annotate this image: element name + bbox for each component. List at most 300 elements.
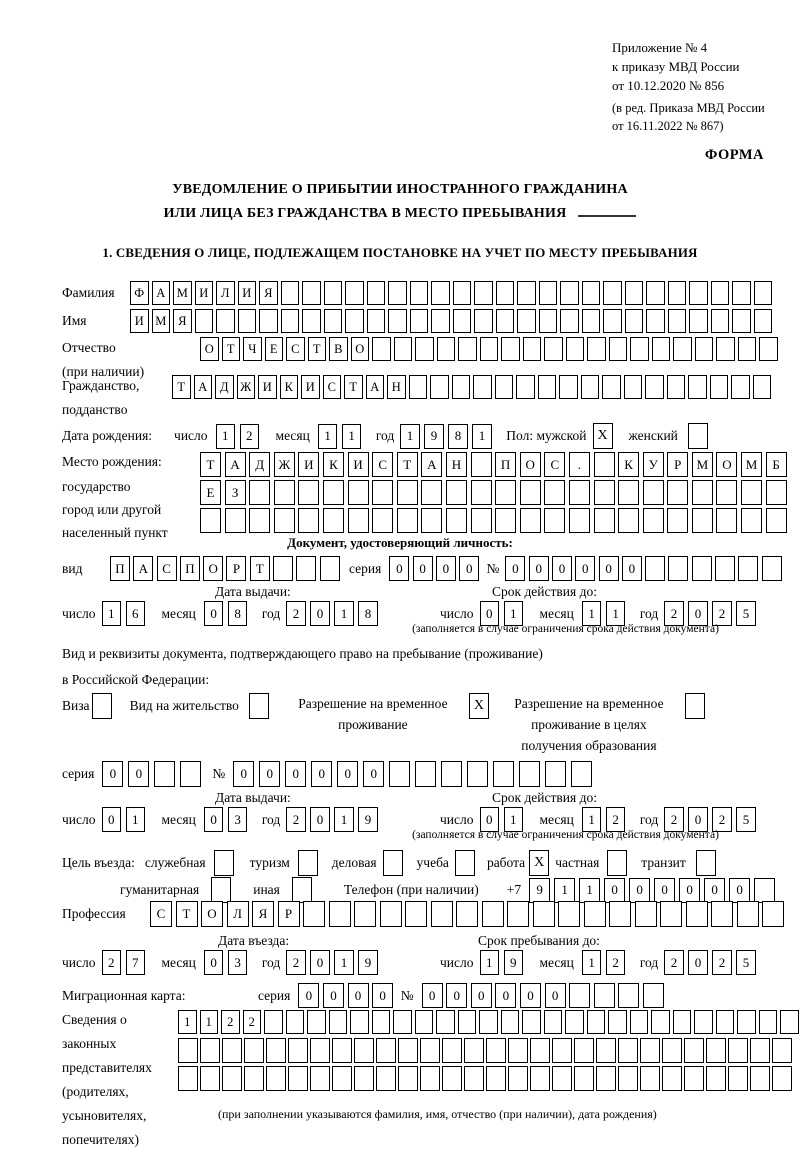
char-cell[interactable]: 0 bbox=[323, 983, 344, 1008]
visa-checkbox[interactable] bbox=[92, 693, 112, 719]
char-cell[interactable] bbox=[689, 281, 708, 305]
char-cell[interactable] bbox=[673, 1010, 692, 1034]
char-cell[interactable]: П bbox=[180, 556, 200, 581]
char-cell[interactable]: Т bbox=[222, 337, 241, 361]
char-cell[interactable] bbox=[372, 480, 393, 505]
char-cell[interactable] bbox=[464, 1038, 484, 1063]
char-cell[interactable] bbox=[582, 281, 601, 305]
char-cell[interactable]: И bbox=[258, 375, 277, 399]
char-cell[interactable] bbox=[596, 1038, 616, 1063]
char-cell[interactable]: 9 bbox=[529, 878, 550, 903]
char-cell[interactable]: 5 bbox=[736, 807, 756, 832]
char-cell[interactable]: 9 bbox=[504, 950, 524, 975]
char-cell[interactable] bbox=[274, 508, 295, 533]
char-cell[interactable]: 0 bbox=[471, 983, 492, 1008]
char-cell[interactable]: 0 bbox=[446, 983, 467, 1008]
char-cell[interactable]: 9 bbox=[358, 807, 378, 832]
char-cell[interactable]: Р bbox=[667, 452, 688, 477]
char-cell[interactable]: 0 bbox=[520, 983, 541, 1008]
char-cell[interactable] bbox=[302, 309, 321, 333]
char-cell[interactable] bbox=[323, 508, 344, 533]
char-cell[interactable]: 0 bbox=[204, 807, 224, 832]
char-cell[interactable]: 0 bbox=[459, 556, 479, 581]
char-cell[interactable] bbox=[350, 1010, 369, 1034]
char-cell[interactable] bbox=[582, 309, 601, 333]
char-cell[interactable] bbox=[738, 337, 757, 361]
char-cell[interactable] bbox=[495, 508, 516, 533]
char-cell[interactable] bbox=[569, 983, 590, 1008]
char-cell[interactable]: 9 bbox=[358, 950, 378, 975]
char-cell[interactable]: А bbox=[225, 452, 246, 477]
char-cell[interactable]: М bbox=[173, 281, 192, 305]
char-cell[interactable] bbox=[587, 1010, 606, 1034]
char-cell[interactable]: 1 bbox=[472, 424, 492, 449]
char-cell[interactable] bbox=[348, 508, 369, 533]
char-cell[interactable]: К bbox=[618, 452, 639, 477]
char-cell[interactable] bbox=[618, 1038, 638, 1063]
char-cell[interactable] bbox=[238, 309, 257, 333]
char-cell[interactable]: 0 bbox=[545, 983, 566, 1008]
char-cell[interactable]: 1 bbox=[318, 424, 338, 449]
char-cell[interactable]: 0 bbox=[629, 878, 650, 903]
char-cell[interactable] bbox=[716, 337, 735, 361]
char-cell[interactable] bbox=[266, 1066, 286, 1091]
char-cell[interactable]: 0 bbox=[422, 983, 443, 1008]
char-cell[interactable]: 0 bbox=[688, 601, 708, 626]
char-cell[interactable] bbox=[178, 1038, 198, 1063]
char-cell[interactable] bbox=[716, 1010, 735, 1034]
char-cell[interactable] bbox=[320, 556, 340, 581]
char-cell[interactable]: 0 bbox=[622, 556, 642, 581]
char-cell[interactable] bbox=[552, 1066, 572, 1091]
char-cell[interactable] bbox=[695, 337, 714, 361]
char-cell[interactable]: 2 bbox=[102, 950, 122, 975]
char-cell[interactable] bbox=[354, 1038, 374, 1063]
char-cell[interactable] bbox=[473, 375, 492, 399]
char-cell[interactable]: А bbox=[194, 375, 213, 399]
char-cell[interactable] bbox=[441, 761, 462, 787]
char-cell[interactable] bbox=[354, 901, 376, 927]
purpose-other-checkbox[interactable] bbox=[292, 877, 312, 903]
char-cell[interactable] bbox=[421, 508, 442, 533]
char-cell[interactable]: 0 bbox=[204, 950, 224, 975]
char-cell[interactable]: С bbox=[372, 452, 393, 477]
char-cell[interactable] bbox=[394, 337, 413, 361]
char-cell[interactable]: О bbox=[520, 452, 541, 477]
char-cell[interactable] bbox=[501, 337, 520, 361]
char-cell[interactable] bbox=[544, 480, 565, 505]
char-cell[interactable] bbox=[737, 901, 759, 927]
purpose-work-checkbox[interactable]: X bbox=[529, 850, 549, 876]
char-cell[interactable]: 0 bbox=[311, 761, 332, 787]
char-cell[interactable] bbox=[635, 901, 657, 927]
char-cell[interactable] bbox=[249, 508, 270, 533]
char-cell[interactable]: С bbox=[286, 337, 305, 361]
char-cell[interactable] bbox=[608, 1010, 627, 1034]
char-cell[interactable]: Е bbox=[265, 337, 284, 361]
char-cell[interactable] bbox=[458, 337, 477, 361]
char-cell[interactable]: 3 bbox=[228, 807, 248, 832]
char-cell[interactable] bbox=[618, 1066, 638, 1091]
char-cell[interactable] bbox=[471, 508, 492, 533]
char-cell[interactable] bbox=[274, 480, 295, 505]
char-cell[interactable] bbox=[216, 309, 235, 333]
char-cell[interactable]: 0 bbox=[480, 601, 500, 626]
char-cell[interactable] bbox=[754, 878, 775, 903]
char-cell[interactable] bbox=[332, 1066, 352, 1091]
char-cell[interactable] bbox=[421, 480, 442, 505]
char-cell[interactable]: 8 bbox=[358, 601, 378, 626]
char-cell[interactable]: 3 bbox=[228, 950, 248, 975]
char-cell[interactable] bbox=[754, 281, 773, 305]
char-cell[interactable] bbox=[594, 480, 615, 505]
char-cell[interactable] bbox=[453, 281, 472, 305]
char-cell[interactable]: 8 bbox=[228, 601, 248, 626]
char-cell[interactable] bbox=[754, 309, 773, 333]
char-cell[interactable] bbox=[471, 452, 492, 477]
char-cell[interactable]: 2 bbox=[286, 950, 306, 975]
char-cell[interactable] bbox=[225, 508, 246, 533]
char-cell[interactable]: 0 bbox=[259, 761, 280, 787]
char-cell[interactable]: 0 bbox=[604, 878, 625, 903]
char-cell[interactable]: 0 bbox=[436, 556, 456, 581]
char-cell[interactable]: А bbox=[421, 452, 442, 477]
char-cell[interactable] bbox=[372, 337, 391, 361]
char-cell[interactable]: 1 bbox=[582, 601, 602, 626]
char-cell[interactable] bbox=[538, 375, 557, 399]
char-cell[interactable]: . bbox=[569, 452, 590, 477]
char-cell[interactable] bbox=[692, 480, 713, 505]
char-cell[interactable] bbox=[452, 375, 471, 399]
char-cell[interactable] bbox=[310, 1066, 330, 1091]
char-cell[interactable] bbox=[329, 1010, 348, 1034]
char-cell[interactable]: 0 bbox=[599, 556, 619, 581]
char-cell[interactable] bbox=[431, 309, 450, 333]
char-cell[interactable] bbox=[409, 375, 428, 399]
char-cell[interactable]: 1 bbox=[582, 950, 602, 975]
char-cell[interactable] bbox=[711, 901, 733, 927]
char-cell[interactable] bbox=[624, 375, 643, 399]
char-cell[interactable] bbox=[630, 337, 649, 361]
char-cell[interactable] bbox=[766, 508, 787, 533]
char-cell[interactable] bbox=[732, 309, 751, 333]
char-cell[interactable] bbox=[195, 309, 214, 333]
char-cell[interactable]: С bbox=[157, 556, 177, 581]
char-cell[interactable]: Н bbox=[387, 375, 406, 399]
char-cell[interactable] bbox=[625, 309, 644, 333]
char-cell[interactable] bbox=[486, 1038, 506, 1063]
char-cell[interactable]: 5 bbox=[736, 601, 756, 626]
char-cell[interactable] bbox=[645, 556, 665, 581]
char-cell[interactable] bbox=[222, 1066, 242, 1091]
char-cell[interactable] bbox=[651, 1010, 670, 1034]
char-cell[interactable]: 2 bbox=[712, 950, 732, 975]
char-cell[interactable] bbox=[442, 1038, 462, 1063]
char-cell[interactable] bbox=[200, 1066, 220, 1091]
char-cell[interactable] bbox=[618, 508, 639, 533]
char-cell[interactable] bbox=[602, 375, 621, 399]
char-cell[interactable] bbox=[766, 480, 787, 505]
char-cell[interactable] bbox=[222, 1038, 242, 1063]
char-cell[interactable] bbox=[348, 480, 369, 505]
char-cell[interactable] bbox=[431, 281, 450, 305]
char-cell[interactable]: 0 bbox=[372, 983, 393, 1008]
char-cell[interactable]: С bbox=[323, 375, 342, 399]
char-cell[interactable] bbox=[446, 508, 467, 533]
char-cell[interactable] bbox=[376, 1066, 396, 1091]
char-cell[interactable]: О bbox=[351, 337, 370, 361]
char-cell[interactable]: И bbox=[130, 309, 149, 333]
char-cell[interactable]: Т bbox=[397, 452, 418, 477]
char-cell[interactable] bbox=[410, 281, 429, 305]
char-cell[interactable] bbox=[298, 508, 319, 533]
char-cell[interactable]: Ж bbox=[274, 452, 295, 477]
char-cell[interactable]: Ж bbox=[237, 375, 256, 399]
char-cell[interactable] bbox=[501, 1010, 520, 1034]
char-cell[interactable] bbox=[259, 309, 278, 333]
char-cell[interactable] bbox=[397, 480, 418, 505]
char-cell[interactable]: 0 bbox=[480, 807, 500, 832]
char-cell[interactable] bbox=[662, 1038, 682, 1063]
char-cell[interactable]: Б bbox=[766, 452, 787, 477]
char-cell[interactable]: 2 bbox=[606, 950, 626, 975]
purpose-tourism-checkbox[interactable] bbox=[298, 850, 318, 876]
char-cell[interactable] bbox=[397, 508, 418, 533]
char-cell[interactable] bbox=[471, 480, 492, 505]
char-cell[interactable]: 2 bbox=[286, 807, 306, 832]
char-cell[interactable]: Ч bbox=[243, 337, 262, 361]
char-cell[interactable] bbox=[596, 1066, 616, 1091]
char-cell[interactable] bbox=[646, 281, 665, 305]
char-cell[interactable]: 0 bbox=[552, 556, 572, 581]
char-cell[interactable]: 1 bbox=[126, 807, 146, 832]
char-cell[interactable] bbox=[486, 1066, 506, 1091]
char-cell[interactable]: Ф bbox=[130, 281, 149, 305]
char-cell[interactable] bbox=[508, 1066, 528, 1091]
char-cell[interactable]: 2 bbox=[664, 950, 684, 975]
char-cell[interactable] bbox=[668, 281, 687, 305]
char-cell[interactable] bbox=[684, 1066, 704, 1091]
char-cell[interactable] bbox=[667, 480, 688, 505]
char-cell[interactable]: 0 bbox=[233, 761, 254, 787]
char-cell[interactable] bbox=[544, 508, 565, 533]
char-cell[interactable]: З bbox=[225, 480, 246, 505]
char-cell[interactable] bbox=[609, 337, 628, 361]
char-cell[interactable] bbox=[517, 281, 536, 305]
char-cell[interactable] bbox=[533, 901, 555, 927]
char-cell[interactable]: 0 bbox=[729, 878, 750, 903]
char-cell[interactable] bbox=[569, 508, 590, 533]
char-cell[interactable]: У bbox=[643, 452, 664, 477]
char-cell[interactable]: 1 bbox=[102, 601, 122, 626]
char-cell[interactable]: И bbox=[195, 281, 214, 305]
char-cell[interactable]: И bbox=[298, 452, 319, 477]
char-cell[interactable] bbox=[324, 281, 343, 305]
char-cell[interactable]: 2 bbox=[664, 807, 684, 832]
char-cell[interactable] bbox=[520, 508, 541, 533]
char-cell[interactable]: 9 bbox=[424, 424, 444, 449]
char-cell[interactable]: О bbox=[716, 452, 737, 477]
char-cell[interactable]: 7 bbox=[126, 950, 146, 975]
char-cell[interactable]: 2 bbox=[606, 807, 626, 832]
char-cell[interactable] bbox=[750, 1038, 770, 1063]
char-cell[interactable] bbox=[689, 309, 708, 333]
char-cell[interactable]: 0 bbox=[102, 761, 123, 787]
char-cell[interactable]: 2 bbox=[712, 807, 732, 832]
char-cell[interactable] bbox=[398, 1038, 418, 1063]
char-cell[interactable] bbox=[324, 309, 343, 333]
char-cell[interactable] bbox=[728, 1066, 748, 1091]
char-cell[interactable] bbox=[178, 1066, 198, 1091]
char-cell[interactable] bbox=[645, 375, 664, 399]
char-cell[interactable]: 0 bbox=[704, 878, 725, 903]
char-cell[interactable] bbox=[741, 508, 762, 533]
char-cell[interactable]: 0 bbox=[389, 556, 409, 581]
char-cell[interactable]: Т bbox=[200, 452, 221, 477]
char-cell[interactable] bbox=[539, 281, 558, 305]
char-cell[interactable]: 2 bbox=[221, 1010, 240, 1034]
char-cell[interactable] bbox=[482, 901, 504, 927]
char-cell[interactable] bbox=[244, 1066, 264, 1091]
char-cell[interactable]: В bbox=[329, 337, 348, 361]
char-cell[interactable]: 5 bbox=[736, 950, 756, 975]
char-cell[interactable] bbox=[668, 309, 687, 333]
char-cell[interactable] bbox=[759, 1010, 778, 1034]
char-cell[interactable] bbox=[667, 508, 688, 533]
char-cell[interactable] bbox=[200, 1038, 220, 1063]
char-cell[interactable]: М bbox=[692, 452, 713, 477]
char-cell[interactable] bbox=[508, 1038, 528, 1063]
char-cell[interactable] bbox=[688, 375, 707, 399]
char-cell[interactable] bbox=[376, 1038, 396, 1063]
char-cell[interactable]: 0 bbox=[654, 878, 675, 903]
char-cell[interactable] bbox=[354, 1066, 374, 1091]
char-cell[interactable] bbox=[630, 1010, 649, 1034]
char-cell[interactable]: 0 bbox=[102, 807, 122, 832]
char-cell[interactable]: И bbox=[238, 281, 257, 305]
char-cell[interactable]: 0 bbox=[310, 601, 330, 626]
char-cell[interactable] bbox=[517, 309, 536, 333]
char-cell[interactable] bbox=[516, 375, 535, 399]
char-cell[interactable] bbox=[603, 281, 622, 305]
char-cell[interactable] bbox=[329, 901, 351, 927]
char-cell[interactable] bbox=[603, 309, 622, 333]
char-cell[interactable] bbox=[431, 901, 453, 927]
char-cell[interactable] bbox=[581, 375, 600, 399]
char-cell[interactable] bbox=[480, 337, 499, 361]
char-cell[interactable]: 1 bbox=[216, 424, 236, 449]
char-cell[interactable] bbox=[643, 983, 664, 1008]
char-cell[interactable]: 0 bbox=[413, 556, 433, 581]
char-cell[interactable]: Н bbox=[446, 452, 467, 477]
char-cell[interactable] bbox=[266, 1038, 286, 1063]
char-cell[interactable] bbox=[446, 480, 467, 505]
char-cell[interactable] bbox=[520, 480, 541, 505]
char-cell[interactable] bbox=[288, 1038, 308, 1063]
purpose-transit-checkbox[interactable] bbox=[696, 850, 716, 876]
purpose-official-checkbox[interactable] bbox=[214, 850, 234, 876]
char-cell[interactable]: 0 bbox=[575, 556, 595, 581]
char-cell[interactable]: А bbox=[366, 375, 385, 399]
purpose-study-checkbox[interactable] bbox=[455, 850, 475, 876]
char-cell[interactable] bbox=[539, 309, 558, 333]
char-cell[interactable]: 1 bbox=[200, 1010, 219, 1034]
char-cell[interactable] bbox=[662, 1066, 682, 1091]
char-cell[interactable] bbox=[479, 1010, 498, 1034]
char-cell[interactable]: К bbox=[280, 375, 299, 399]
char-cell[interactable] bbox=[762, 556, 782, 581]
char-cell[interactable] bbox=[495, 480, 516, 505]
char-cell[interactable]: 6 bbox=[126, 601, 146, 626]
char-cell[interactable] bbox=[673, 337, 692, 361]
char-cell[interactable] bbox=[345, 309, 364, 333]
char-cell[interactable]: 1 bbox=[342, 424, 362, 449]
char-cell[interactable] bbox=[180, 761, 201, 787]
char-cell[interactable]: 1 bbox=[334, 601, 354, 626]
char-cell[interactable]: 2 bbox=[712, 601, 732, 626]
purpose-humanitarian-checkbox[interactable] bbox=[211, 877, 231, 903]
char-cell[interactable] bbox=[154, 761, 175, 787]
char-cell[interactable] bbox=[496, 309, 515, 333]
char-cell[interactable]: 0 bbox=[688, 950, 708, 975]
char-cell[interactable]: П bbox=[110, 556, 130, 581]
char-cell[interactable]: 0 bbox=[337, 761, 358, 787]
char-cell[interactable] bbox=[296, 556, 316, 581]
char-cell[interactable]: Я bbox=[259, 281, 278, 305]
char-cell[interactable] bbox=[307, 1010, 326, 1034]
char-cell[interactable] bbox=[594, 508, 615, 533]
char-cell[interactable] bbox=[762, 901, 784, 927]
char-cell[interactable] bbox=[741, 480, 762, 505]
char-cell[interactable] bbox=[640, 1038, 660, 1063]
char-cell[interactable]: Д bbox=[215, 375, 234, 399]
char-cell[interactable]: 0 bbox=[505, 556, 525, 581]
char-cell[interactable] bbox=[772, 1038, 792, 1063]
char-cell[interactable]: 2 bbox=[243, 1010, 262, 1034]
char-cell[interactable]: Р bbox=[226, 556, 246, 581]
char-cell[interactable]: 0 bbox=[688, 807, 708, 832]
char-cell[interactable] bbox=[519, 761, 540, 787]
char-cell[interactable]: П bbox=[495, 452, 516, 477]
char-cell[interactable]: 0 bbox=[679, 878, 700, 903]
char-cell[interactable] bbox=[420, 1038, 440, 1063]
char-cell[interactable] bbox=[640, 1066, 660, 1091]
char-cell[interactable] bbox=[249, 480, 270, 505]
char-cell[interactable]: 1 bbox=[606, 601, 626, 626]
char-cell[interactable]: Т bbox=[308, 337, 327, 361]
char-cell[interactable]: 2 bbox=[286, 601, 306, 626]
char-cell[interactable]: Т bbox=[344, 375, 363, 399]
char-cell[interactable] bbox=[388, 281, 407, 305]
char-cell[interactable] bbox=[372, 508, 393, 533]
char-cell[interactable] bbox=[436, 1010, 455, 1034]
char-cell[interactable] bbox=[405, 901, 427, 927]
char-cell[interactable] bbox=[652, 337, 671, 361]
char-cell[interactable]: С bbox=[150, 901, 172, 927]
char-cell[interactable] bbox=[753, 375, 772, 399]
char-cell[interactable] bbox=[388, 309, 407, 333]
purpose-business-checkbox[interactable] bbox=[383, 850, 403, 876]
char-cell[interactable] bbox=[458, 1010, 477, 1034]
char-cell[interactable]: Т bbox=[172, 375, 191, 399]
char-cell[interactable] bbox=[380, 901, 402, 927]
char-cell[interactable] bbox=[430, 375, 449, 399]
char-cell[interactable]: 1 bbox=[178, 1010, 197, 1034]
char-cell[interactable] bbox=[323, 480, 344, 505]
char-cell[interactable] bbox=[523, 337, 542, 361]
char-cell[interactable] bbox=[281, 281, 300, 305]
char-cell[interactable] bbox=[372, 1010, 391, 1034]
